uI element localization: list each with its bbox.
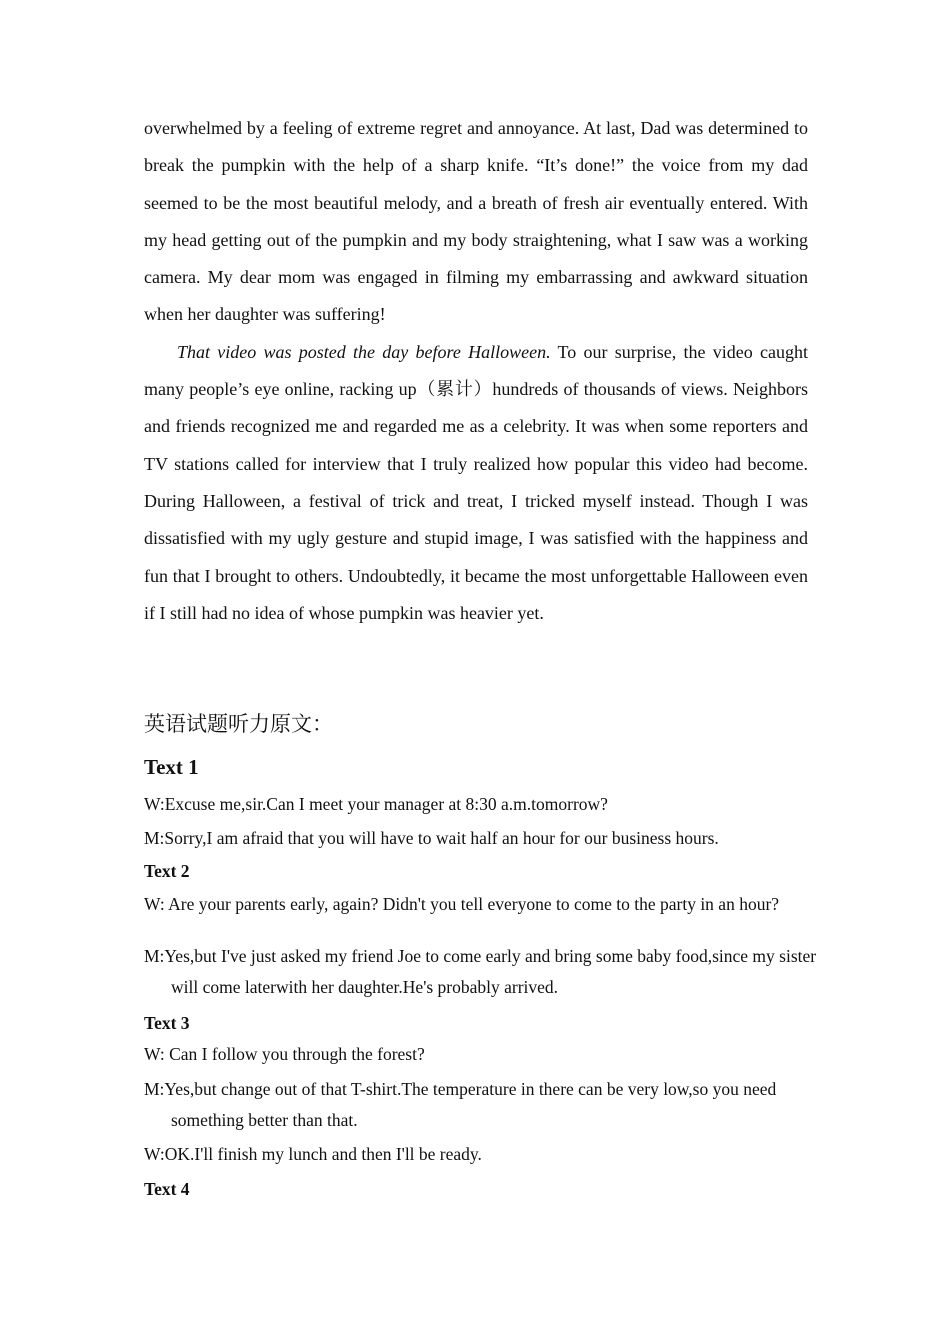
dialogue-line: M:Yes,but I've just asked my friend Joe to come early and bring some baby food,since my sister will come laterwith her daughter.He's probably arrived. — [144, 946, 817, 997]
essay-paragraph: overwhelmed by a feeling of extreme regret and annoyance. At last, Dad was determined to break the pumpkin with the help of a sharp knife. “It’s done!” the voice from my dad seemed to be the most beautiful melody, and a breath of fresh air eventually entered. With my head getting out of the pumpkin and my body straightening, what I saw was a working camera. My dear mom was engaged in filming my embarrassing and awkward situation when her daughter was suffering! — [144, 118, 808, 325]
italic-sentence: That video was posted the day before Halloween. — [177, 341, 551, 362]
dialogue-line: W: Are your parents early, again? Didn't you tell everyone to come to the party in an hour? — [144, 894, 780, 914]
text-3-title: Text 3 — [144, 1013, 190, 1033]
essay-paragraph — [144, 334, 808, 632]
listening-heading: 英语试题听力原文： — [144, 712, 333, 736]
text-4-title: Text 4 — [144, 1179, 190, 1199]
dialogue-line: W:Excuse me,sir.Can I meet your manager at 8:30 a.m.tomorrow? — [144, 794, 608, 814]
dialogue-line: M:Yes,but change out of that T-shirt.The temperature in there can be very low,so you need something better than that. — [144, 1079, 777, 1130]
text-2-title: Text 2 — [144, 861, 190, 881]
essay-body — [144, 110, 808, 632]
text-1-title: Text 1 — [144, 755, 199, 779]
dialogue-line: M:Sorry,I am afraid that you will have to wait half an hour for our business hours. — [144, 828, 719, 848]
dialogue-line: W:OK.I'll finish my lunch and then I'll be ready. — [144, 1144, 482, 1164]
dialogue-line: W: Can I follow you through the forest? — [144, 1044, 425, 1064]
paragraph-text: To our surprise, the video caught many people’s eye online, racking up（累计）hundreds of thousands of views. Neighbors and friends recognized me and regarded me as a celebrity. It was when some reporters and TV stations called for interview that I truly realized how popular this video had become. During Halloween, a festival of trick and treat, I tricked myself instead. Though I was dissatisfied with my ugly gesture and stupid image, I was satisfied with the happiness and fun that I brought to others. Undoubtedly, it became the most unforgettable Halloween even if I still had no idea of whose pumpkin was heavier yet. — [144, 341, 808, 623]
